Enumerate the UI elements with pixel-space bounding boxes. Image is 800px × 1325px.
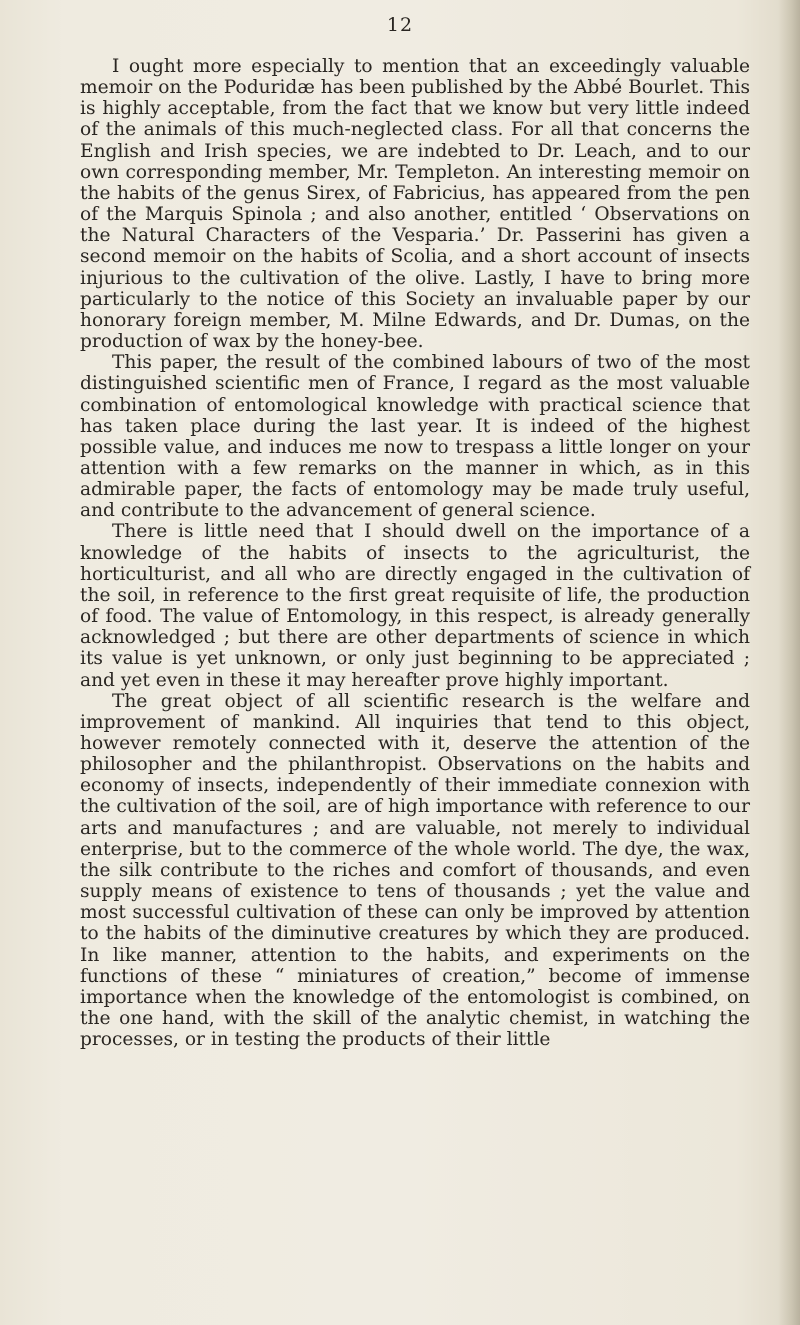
page-edge-shadow xyxy=(778,0,800,1325)
paragraph-3: There is little need that I should dwell on the importance of a knowledge of the habits of insects to the agriculturist, the horticulturist, and all who are directly engaged in the cultivation of the soil, in reference to the first great requisite of life, the production of food. The value of Entomology, in this respect, is already generally acknowledged ; but there are other departments of science in which its value is yet unknown, or only just beginning to be appreciated ; and yet even in these it may hereafter prove highly important. xyxy=(80,521,750,691)
body-text xyxy=(80,56,750,1050)
page-number: 12 xyxy=(386,14,414,36)
paragraph-2: This paper, the result of the combined labours of two of the most distinguished scientific men of France, I regard as the most valuable combination of entomological knowledge with practical science that has taken place during the last year. It is indeed of the highest possible value, and induces me now to trespass a little longer on your attention with a few remarks on the manner in which, as in this admirable paper, the facts of entomology may be made truly useful, and contribute to the advancement of general science. xyxy=(80,352,750,522)
paragraph-1: I ought more especially to mention that an exceedingly valuable memoir on the Poduridæ has been published by the Abbé Bourlet. This is highly acceptable, from the fact that we know but very little indeed of the animals of this much-neglected class. For all that concerns the English and Irish species, we are indebted to Dr. Leach, and to our own corresponding member, Mr. Templeton. An interesting memoir on the habits of the genus Sirex, of Fabricius, has appeared from the pen of the Marquis Spinola ; and also another, entitled ‘ Observations on the Natural Characters of the Vesparia.’ Dr. Passerini has given a second memoir on the habits of Scolia, and a short account of insects injurious to the cultivation of the olive. Lastly, I have to bring more particularly to the notice of this Society an invaluable paper by our honorary foreign member, M. Milne Edwards, and Dr. Dumas, on the production of wax by the honey-bee. xyxy=(80,56,750,353)
paragraph-4: The great object of all scientific research is the welfare and improvement of mankind. All inquiries that tend to this object, however remotely connected with it, deserve the attention of the philosopher and the philanthropist. Observations on the habits and economy of insects, independently of their immediate connexion with the cultivation of the soil, are of high importance with reference to our arts and manufactures ; and are valuable, not merely to individual enterprise, but to the commerce of the whole world. The dye, the wax, the silk contribute to the riches and comfort of thousands, and even supply means of existence to tens of thousands ; yet the value and most successful cultivation of these can only be improved by attention to the habits of the diminutive creatures by which they are produced. In like manner, attention to the habits, and experiments on the functions of these “ miniatures of creation,” become of immense importance when the knowledge of the entomologist is combined, on the one hand, with the skill of the analytic chemist, in watching the processes, or in testing the products of their little xyxy=(80,690,750,1051)
